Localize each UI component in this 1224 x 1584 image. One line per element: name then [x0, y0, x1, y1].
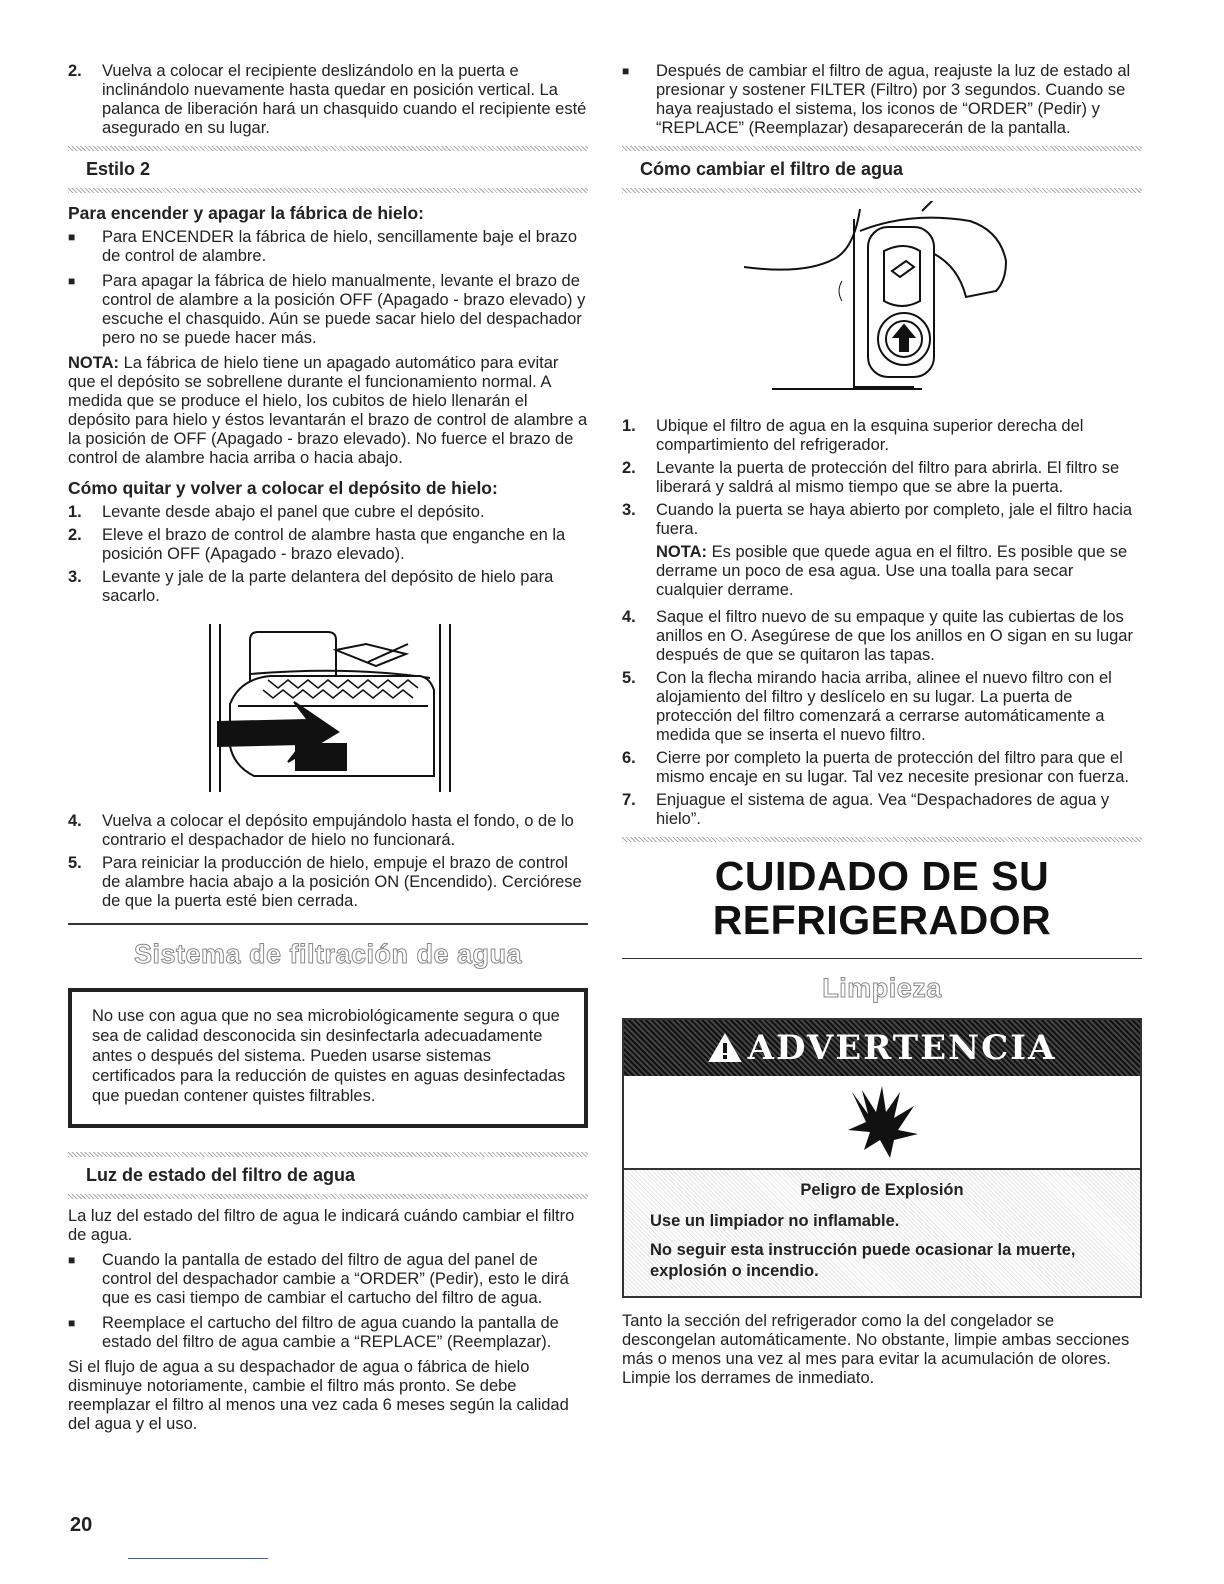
- remove-heading: Cómo quitar y volver a colocar el depósito de hielo:: [68, 478, 498, 498]
- warning-text: No use con agua que no sea microbiológicamente segura o que sea de calidad desconocida sin desinfectarla adecuadamente antes o después del sistema. Pueden usarse sistemas certificados para la reducción de quistes en aguas desinfectadas que puedan contener quistes filtrables.: [92, 1007, 566, 1105]
- paragraph: Tanto la sección del refrigerador como la del congelador se descongelan automáticamente. No obstante, limpie ambas secciones más o menos una vez al mes para evitar la acumulación de olores. Limpie los derrames de inmediato.: [622, 1312, 1130, 1387]
- step-item: 7. Enjuague el sistema de agua. Vea “Despachadores de agua y hielo”.: [622, 791, 1110, 828]
- step-item: 1. Levante desde abajo el panel que cubre el depósito.: [68, 503, 485, 521]
- chapter-title: CUIDADO DE SU REFRIGERADOR: [712, 853, 1052, 943]
- warning-header: ADVERTENCIA: [624, 1020, 1140, 1076]
- hatch-divider: [68, 1152, 588, 1157]
- explosion-icon-area: [624, 1076, 1140, 1170]
- bullet-item: ■ Cuando la pantalla de estado del filtro de agua del panel de control del despachador cambie a “ORDER” (Pedir), esto le dirá que es casi tiempo de cambiar el cartucho del filtro de agua.: [68, 1251, 569, 1307]
- bullet-icon: ■: [622, 64, 630, 78]
- ice-bin-illustration: [68, 614, 588, 804]
- hatch-divider: [68, 188, 588, 193]
- footer-line: [128, 1558, 268, 1559]
- step-item: [68, 62, 588, 138]
- bullet-icon: ■: [68, 1253, 76, 1267]
- warning-panel: [622, 1018, 1142, 1298]
- bullet-item: ■ Para apagar la fábrica de hielo manualmente, levante el brazo de control de alambre a la posición OFF (Apagado - brazo elevado) y escuche el chasquido. Aún se puede sacar hielo del despachador pero no se puede hacer más.: [68, 272, 586, 347]
- section-title: Sistema de filtración de agua: [133, 939, 523, 969]
- step-item: 3. Cuando la puerta se haya abierto por completo, jale el filtro hacia fuera.: [622, 501, 1133, 538]
- hazard-consequence: No seguir esta instrucción puede ocasionar la muerte, explosión o incendio.: [650, 1241, 1076, 1280]
- bullet-icon: ■: [68, 230, 76, 244]
- note-label: NOTA:: [68, 354, 120, 372]
- bullet-icon: ■: [68, 274, 76, 288]
- style-subheading: Estilo 2: [86, 159, 151, 179]
- section-rule: [622, 958, 1142, 959]
- hatch-divider: [622, 837, 1142, 842]
- step-item: 4. Saque el filtro nuevo de su empaque y quite las cubiertas de los anillos en O. Asegúrese de que los anillos en O sigan en su lugar después de que se quitaron las tapas.: [622, 608, 1133, 664]
- warning-triangle-icon: [708, 1033, 742, 1063]
- left-column: [68, 62, 588, 1434]
- paragraph: Si el flujo de agua a su despachador de agua o fábrica de hielo disminuye notoriamente, cambie el filtro más pronto. Se debe reemplazar el filtro al menos una vez cada 6 meses según la calidad del agua y el uso.: [68, 1358, 569, 1433]
- step-text: Vuelva a colocar el recipiente deslizándolo en la puerta e inclinándolo nuevamente hasta quedar en posición vertical. La palanca de liberación hará un chasquido cuando el recipiente esté asegurado en su lugar.: [102, 62, 587, 137]
- bullet-icon: ■: [68, 1316, 76, 1330]
- hazard-instruction: Use un limpiador no inflamable.: [650, 1212, 900, 1230]
- step-item: 2. Levante la puerta de protección del filtro para abrirla. El filtro se liberará y saldrá al mismo tiempo que se abre la puerta.: [622, 459, 1120, 496]
- step-item: 6. Cierre por completo la puerta de protección del filtro para que el mismo encaje en su lugar. Tal vez necesite presionar con fuerza.: [622, 749, 1129, 786]
- hatch-divider: [622, 146, 1142, 151]
- onoff-heading: Para encender y apagar la fábrica de hielo:: [68, 203, 424, 223]
- bullet-item: ■ Después de cambiar el filtro de agua, reajuste la luz de estado al presionar y sostener FILTER (Filtro) por 3 segundos. Cuando se haya reajustado el sistema, los iconos de “ORDER” (Pedir) y “REPLACE” (Reemplazar) desaparecerán de la pantalla.: [622, 62, 1131, 137]
- warning-box: [68, 988, 588, 1128]
- note-paragraph: NOTA: La fábrica de hielo tiene un apagado automático para evitar que el depósito se sobrellene durante el funcionamiento normal. A medida que se produce el hielo, los cubitos de hielo llenarán el depósito para hielo y éstos levantarán el brazo de control de alambre a la posición de OFF (Apagado - brazo elevado). No fuerce el brazo de control de alambre hacia arriba o hacia abajo.: [68, 354, 588, 467]
- filter-status-heading: Luz de estado del filtro de agua: [86, 1165, 356, 1185]
- paragraph: La luz del estado del filtro de agua le indicará cuándo cambiar el filtro de agua.: [68, 1207, 575, 1244]
- step-item: 4. Vuelva a colocar el depósito empujándolo hasta el fondo, o de lo contrario el despachador de hielo no funcionará.: [68, 812, 574, 849]
- bullet-item: ■ Para ENCENDER la fábrica de hielo, sencillamente baje el brazo de control de alambre.: [68, 228, 578, 265]
- hatch-divider: [68, 146, 588, 151]
- section-rule: [68, 923, 588, 925]
- warning-body: [624, 1170, 1140, 1296]
- step-item: 5. Para reiniciar la producción de hielo, empuje el brazo de control de alambre hacia abajo a la posición ON (Encendido). Cerciórese de que la puerta esté bien cerrada.: [68, 854, 582, 910]
- cleaning-title: Limpieza: [822, 973, 942, 1003]
- step-item: 1. Ubique el filtro de agua en la esquina superior derecha del compartimiento del refrigerador.: [622, 417, 1084, 454]
- hatch-divider: [68, 1194, 588, 1199]
- note-paragraph: NOTA: Es posible que quede agua en el filtro. Es posible que se derrame un poco de esa agua. Use una toalla para secar cualquier derrame.: [656, 543, 1128, 599]
- step-item: 2. Eleve el brazo de control de alambre hasta que enganche en la posición OFF (Apagado - brazo elevado).: [68, 526, 566, 563]
- step-item: 5. Con la flecha mirando hacia arriba, alinee el nuevo filtro con el alojamiento del filtro y deslícelo en su lugar. La puerta de protección del filtro comenzará a cerrarse automáticamente a medida que se inserta el nuevo filtro.: [622, 669, 1112, 744]
- step-item: 3. Levante y jale de la parte delantera del depósito de hielo para sacarlo.: [68, 568, 554, 605]
- step-number: 2.: [68, 62, 82, 80]
- right-column: [622, 62, 1142, 1388]
- page-number: 20: [70, 1514, 93, 1536]
- hatch-divider: [622, 188, 1142, 193]
- hazard-title: Peligro de Explosión: [800, 1181, 964, 1199]
- bullet-item: ■ Reemplace el cartucho del filtro de agua cuando la pantalla de estado del filtro de agua cambie a “REPLACE” (Reemplazar).: [68, 1314, 559, 1351]
- explosion-icon: [842, 1084, 922, 1160]
- water-filter-illustration: [622, 201, 1142, 411]
- change-filter-heading: Cómo cambiar el filtro de agua: [640, 159, 904, 179]
